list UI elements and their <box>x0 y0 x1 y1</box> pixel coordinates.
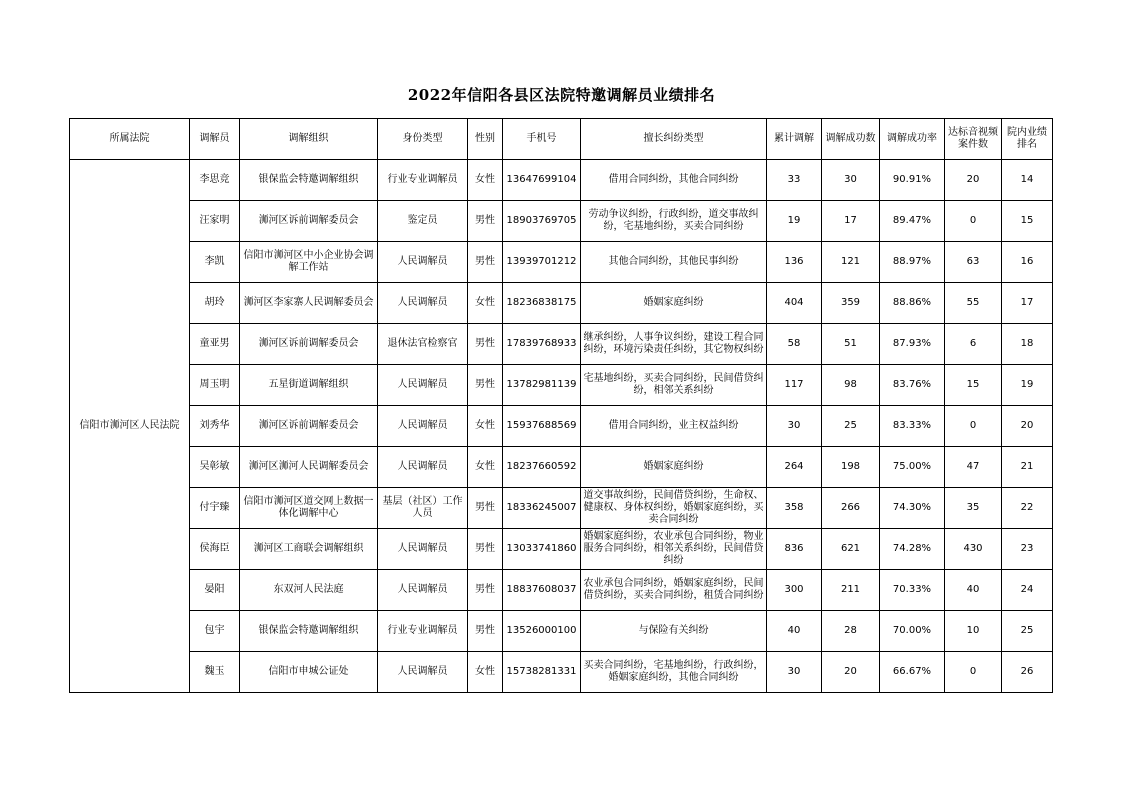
header-cell: 身份类型 <box>378 119 468 160</box>
gender: 男性 <box>468 324 503 365</box>
total-mediations: 300 <box>767 570 822 611</box>
success-count: 266 <box>822 488 880 529</box>
mediation-org: 东双河人民法庭 <box>240 570 378 611</box>
dispute-types: 农业承包合同纠纷，婚姻家庭纠纷，民间借贷纠纷，买卖合同纠纷，租赁合同纠纷 <box>581 570 767 611</box>
total-mediations: 30 <box>767 406 822 447</box>
mediator-name: 魏玉 <box>190 652 240 693</box>
av-case-count: 10 <box>945 611 1002 652</box>
identity-type: 行业专业调解员 <box>378 160 468 201</box>
success-rate: 74.30% <box>880 488 945 529</box>
internal-rank: 23 <box>1002 529 1053 570</box>
dispute-types: 婚姻家庭纠纷 <box>581 447 767 488</box>
success-count: 20 <box>822 652 880 693</box>
success-rate: 88.86% <box>880 283 945 324</box>
internal-rank: 21 <box>1002 447 1053 488</box>
total-mediations: 264 <box>767 447 822 488</box>
dispute-types: 买卖合同纠纷，宅基地纠纷，行政纠纷，婚姻家庭纠纷，其他合同纠纷 <box>581 652 767 693</box>
success-count: 121 <box>822 242 880 283</box>
identity-type: 人民调解员 <box>378 406 468 447</box>
mediation-org: 银保监会特邀调解组织 <box>240 160 378 201</box>
total-mediations: 58 <box>767 324 822 365</box>
court-name: 信阳市浉河区人民法院 <box>70 160 190 693</box>
success-count: 17 <box>822 201 880 242</box>
table-row <box>70 529 1053 570</box>
success-rate: 83.33% <box>880 406 945 447</box>
mediator-name: 刘秀华 <box>190 406 240 447</box>
total-mediations: 136 <box>767 242 822 283</box>
success-rate: 88.97% <box>880 242 945 283</box>
identity-type: 人民调解员 <box>378 652 468 693</box>
internal-rank: 14 <box>1002 160 1053 201</box>
success-rate: 74.28% <box>880 529 945 570</box>
av-case-count: 40 <box>945 570 1002 611</box>
table-row <box>70 365 1053 406</box>
header-cell: 院内业绩排名 <box>1002 119 1053 160</box>
mediator-name: 童亚男 <box>190 324 240 365</box>
table-row <box>70 324 1053 365</box>
success-rate: 75.00% <box>880 447 945 488</box>
ranking-table <box>69 118 1053 693</box>
mediation-org: 信阳市浉河区中小企业协会调解工作站 <box>240 242 378 283</box>
gender: 男性 <box>468 570 503 611</box>
identity-type: 基层（社区）工作人员 <box>378 488 468 529</box>
success-count: 25 <box>822 406 880 447</box>
mediation-org: 浉河区诉前调解委员会 <box>240 201 378 242</box>
success-rate: 83.76% <box>880 365 945 406</box>
phone-number: 13526000100 <box>503 611 581 652</box>
success-rate: 70.33% <box>880 570 945 611</box>
dispute-types: 借用合同纠纷，其他合同纠纷 <box>581 160 767 201</box>
internal-rank: 24 <box>1002 570 1053 611</box>
success-rate: 70.00% <box>880 611 945 652</box>
identity-type: 人民调解员 <box>378 365 468 406</box>
mediation-org: 信阳市浉河区道交网上数据一体化调解中心 <box>240 488 378 529</box>
dispute-types: 道交事故纠纷，民间借贷纠纷，生命权、健康权、身体权纠纷，婚姻家庭纠纷，买卖合同纠纷 <box>581 488 767 529</box>
identity-type: 鉴定员 <box>378 201 468 242</box>
gender: 女性 <box>468 283 503 324</box>
phone-number: 13647699104 <box>503 160 581 201</box>
av-case-count: 35 <box>945 488 1002 529</box>
header-cell: 达标音视频案件数 <box>945 119 1002 160</box>
mediator-name: 周玉明 <box>190 365 240 406</box>
phone-number: 18336245007 <box>503 488 581 529</box>
mediation-org: 浉河区诉前调解委员会 <box>240 406 378 447</box>
total-mediations: 19 <box>767 201 822 242</box>
mediator-name: 胡玲 <box>190 283 240 324</box>
phone-number: 13033741860 <box>503 529 581 570</box>
table-row <box>70 447 1053 488</box>
header-row <box>70 119 1053 160</box>
dispute-types: 婚姻家庭纠纷 <box>581 283 767 324</box>
total-mediations: 836 <box>767 529 822 570</box>
av-case-count: 15 <box>945 365 1002 406</box>
dispute-types: 宅基地纠纷，买卖合同纠纷，民间借贷纠纷，相邻关系纠纷 <box>581 365 767 406</box>
identity-type: 人民调解员 <box>378 570 468 611</box>
table-row <box>70 488 1053 529</box>
success-count: 28 <box>822 611 880 652</box>
dispute-types: 婚姻家庭纠纷，农业承包合同纠纷，物业服务合同纠纷，相邻关系纠纷，民间借贷纠纷 <box>581 529 767 570</box>
identity-type: 行业专业调解员 <box>378 611 468 652</box>
internal-rank: 22 <box>1002 488 1053 529</box>
success-count: 98 <box>822 365 880 406</box>
mediation-org: 信阳市申城公证处 <box>240 652 378 693</box>
internal-rank: 18 <box>1002 324 1053 365</box>
table-row <box>70 283 1053 324</box>
total-mediations: 40 <box>767 611 822 652</box>
success-count: 359 <box>822 283 880 324</box>
av-case-count: 430 <box>945 529 1002 570</box>
mediator-name: 李凯 <box>190 242 240 283</box>
table-row <box>70 611 1053 652</box>
table-row <box>70 406 1053 447</box>
table-row <box>70 201 1053 242</box>
header-cell: 调解成功率 <box>880 119 945 160</box>
header-cell: 所属法院 <box>70 119 190 160</box>
success-rate: 90.91% <box>880 160 945 201</box>
dispute-types: 继承纠纷，人事争议纠纷，建设工程合同纠纷，环境污染责任纠纷，其它物权纠纷 <box>581 324 767 365</box>
gender: 女性 <box>468 406 503 447</box>
table-row <box>70 652 1053 693</box>
table-row <box>70 242 1053 283</box>
mediator-name: 李思竞 <box>190 160 240 201</box>
gender: 男性 <box>468 529 503 570</box>
av-case-count: 63 <box>945 242 1002 283</box>
success-rate: 87.93% <box>880 324 945 365</box>
av-case-count: 0 <box>945 652 1002 693</box>
header-cell: 手机号 <box>503 119 581 160</box>
table-row <box>70 570 1053 611</box>
success-count: 51 <box>822 324 880 365</box>
header-cell: 调解成功数 <box>822 119 880 160</box>
phone-number: 17839768933 <box>503 324 581 365</box>
internal-rank: 17 <box>1002 283 1053 324</box>
gender: 男性 <box>468 611 503 652</box>
gender: 男性 <box>468 365 503 406</box>
dispute-types: 与保险有关纠纷 <box>581 611 767 652</box>
internal-rank: 16 <box>1002 242 1053 283</box>
av-case-count: 55 <box>945 283 1002 324</box>
mediator-name: 侯海臣 <box>190 529 240 570</box>
header-cell: 调解组织 <box>240 119 378 160</box>
total-mediations: 33 <box>767 160 822 201</box>
mediation-org: 五星街道调解组织 <box>240 365 378 406</box>
phone-number: 18236838175 <box>503 283 581 324</box>
total-mediations: 30 <box>767 652 822 693</box>
gender: 男性 <box>468 488 503 529</box>
phone-number: 18237660592 <box>503 447 581 488</box>
success-count: 211 <box>822 570 880 611</box>
table-row <box>70 160 1053 201</box>
gender: 女性 <box>468 652 503 693</box>
header-cell: 擅长纠纷类型 <box>581 119 767 160</box>
total-mediations: 117 <box>767 365 822 406</box>
phone-number: 13782981139 <box>503 365 581 406</box>
total-mediations: 404 <box>767 283 822 324</box>
header-cell: 调解员 <box>190 119 240 160</box>
gender: 女性 <box>468 160 503 201</box>
gender: 女性 <box>468 447 503 488</box>
mediation-org: 银保监会特邀调解组织 <box>240 611 378 652</box>
internal-rank: 15 <box>1002 201 1053 242</box>
phone-number: 13939701212 <box>503 242 581 283</box>
success-rate: 66.67% <box>880 652 945 693</box>
identity-type: 人民调解员 <box>378 242 468 283</box>
success-rate: 89.47% <box>880 201 945 242</box>
mediation-org: 浉河区李家寨人民调解委员会 <box>240 283 378 324</box>
mediation-org: 浉河区诉前调解委员会 <box>240 324 378 365</box>
internal-rank: 20 <box>1002 406 1053 447</box>
success-count: 30 <box>822 160 880 201</box>
header-cell: 累计调解 <box>767 119 822 160</box>
phone-number: 18903769705 <box>503 201 581 242</box>
dispute-types: 劳动争议纠纷，行政纠纷，道交事故纠纷，宅基地纠纷，买卖合同纠纷 <box>581 201 767 242</box>
av-case-count: 0 <box>945 201 1002 242</box>
identity-type: 人民调解员 <box>378 529 468 570</box>
mediator-name: 包宇 <box>190 611 240 652</box>
identity-type: 人民调解员 <box>378 447 468 488</box>
gender: 男性 <box>468 242 503 283</box>
dispute-types: 其他合同纠纷，其他民事纠纷 <box>581 242 767 283</box>
internal-rank: 25 <box>1002 611 1053 652</box>
av-case-count: 6 <box>945 324 1002 365</box>
mediator-name: 晏阳 <box>190 570 240 611</box>
phone-number: 18837608037 <box>503 570 581 611</box>
success-count: 621 <box>822 529 880 570</box>
mediation-org: 浉河区浉河人民调解委员会 <box>240 447 378 488</box>
phone-number: 15937688569 <box>503 406 581 447</box>
dispute-types: 借用合同纠纷，业主权益纠纷 <box>581 406 767 447</box>
success-count: 198 <box>822 447 880 488</box>
header-cell: 性别 <box>468 119 503 160</box>
identity-type: 人民调解员 <box>378 283 468 324</box>
gender: 男性 <box>468 201 503 242</box>
phone-number: 15738281331 <box>503 652 581 693</box>
internal-rank: 19 <box>1002 365 1053 406</box>
mediation-org: 浉河区工商联会调解组织 <box>240 529 378 570</box>
av-case-count: 20 <box>945 160 1002 201</box>
mediator-name: 吴彰敏 <box>190 447 240 488</box>
identity-type: 退休法官检察官 <box>378 324 468 365</box>
internal-rank: 26 <box>1002 652 1053 693</box>
av-case-count: 0 <box>945 406 1002 447</box>
av-case-count: 47 <box>945 447 1002 488</box>
total-mediations: 358 <box>767 488 822 529</box>
mediator-name: 付宇臻 <box>190 488 240 529</box>
page-title: 2022年信阳各县区法院特邀调解员业绩排名 <box>407 86 716 104</box>
mediator-name: 汪家明 <box>190 201 240 242</box>
